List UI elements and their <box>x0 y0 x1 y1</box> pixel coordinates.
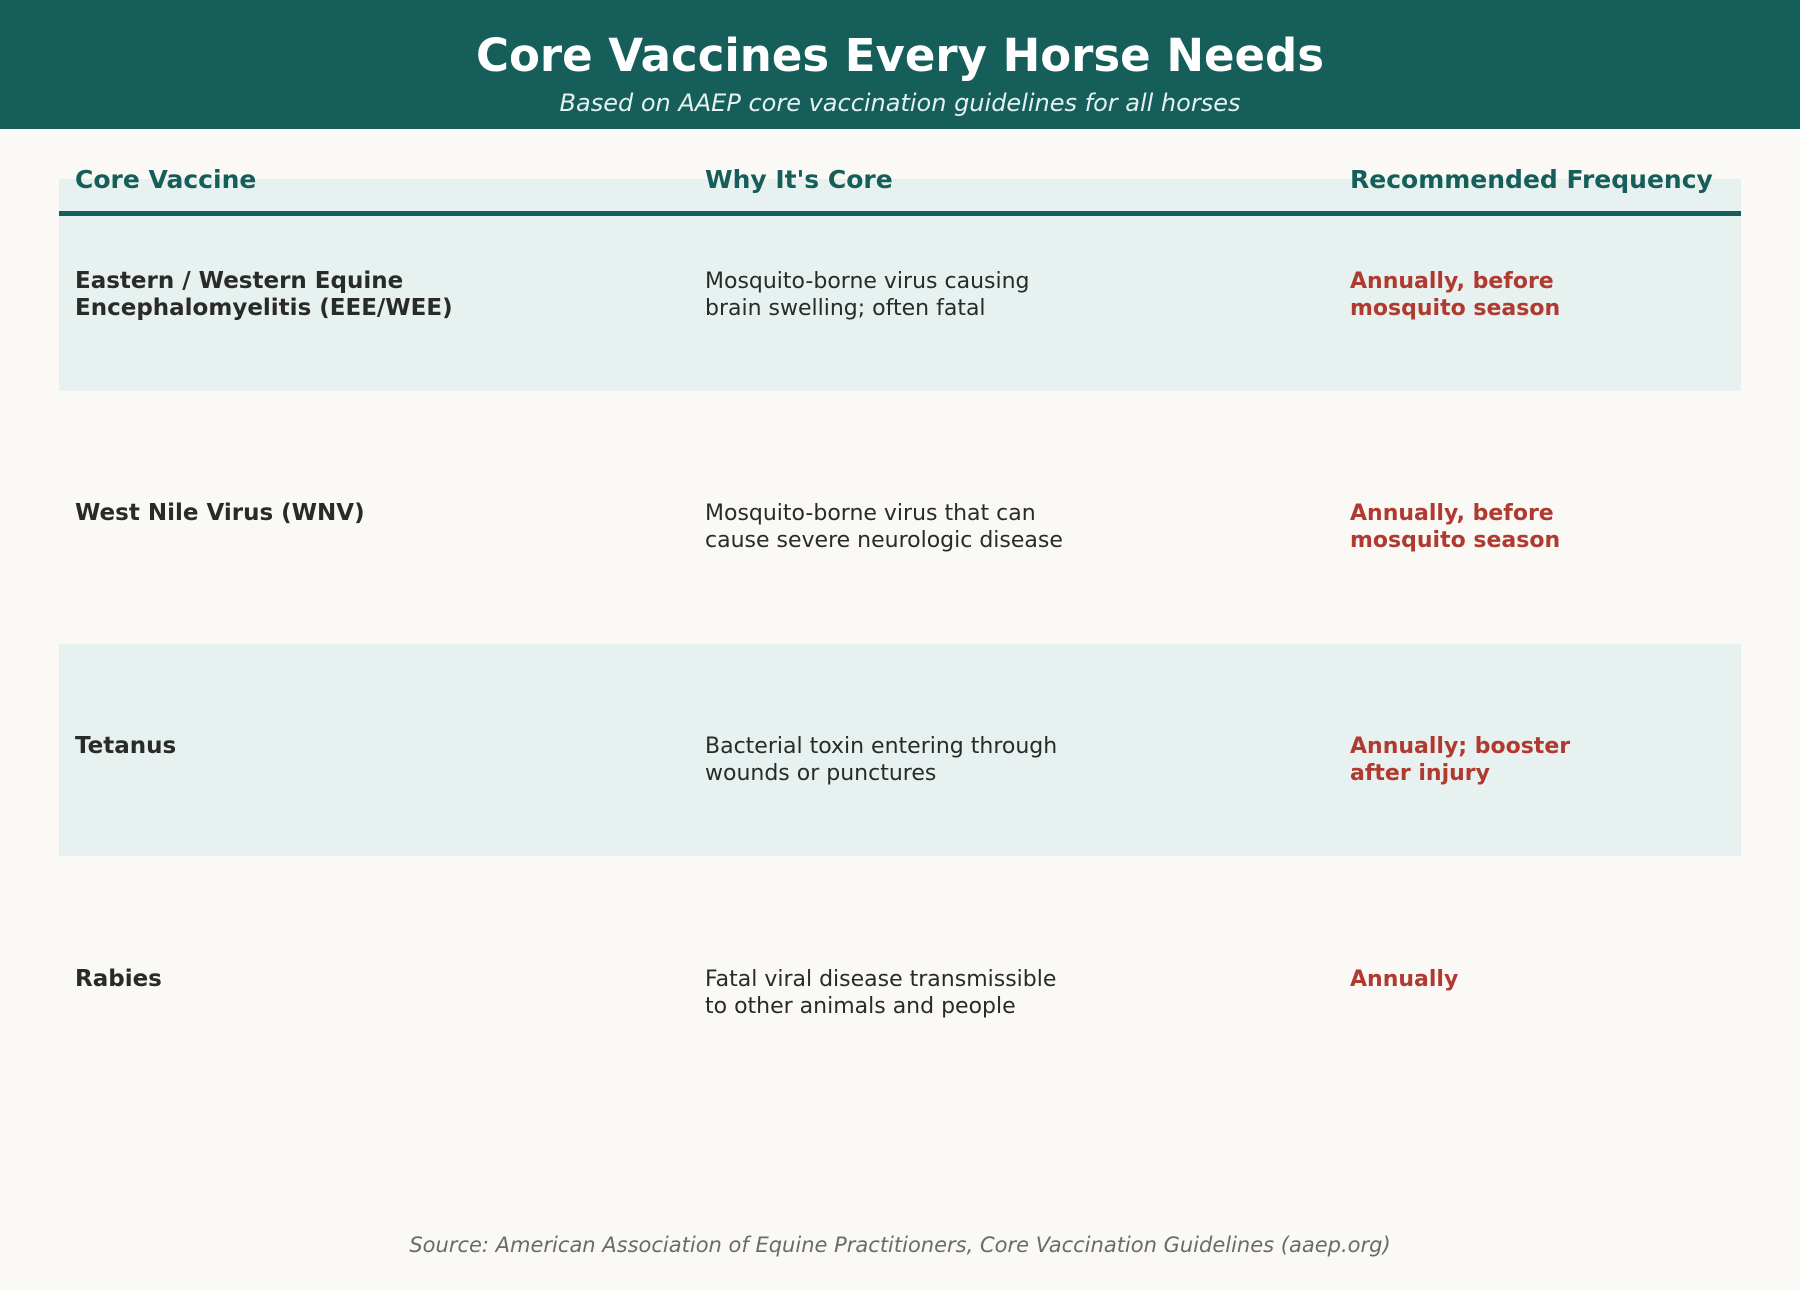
row-3-frequency: Annually; booster after injury <box>1350 734 1571 786</box>
column-header-frequency: Recommended Frequency <box>1350 165 1713 194</box>
row-1-frequency: Annually, before mosquito season <box>1350 269 1561 321</box>
header-banner <box>0 0 1800 129</box>
row-1-why: Mosquito-borne virus causing brain swelling; often fatal <box>705 269 1030 321</box>
row-2-vaccine: West Nile Virus (WNV) <box>75 500 365 526</box>
row-3-vaccine: Tetanus <box>75 733 177 759</box>
page-title: Core Vaccines Every Horse Needs <box>475 29 1325 82</box>
row-2-frequency: Annually, before mosquito season <box>1350 501 1561 553</box>
page-subtitle: Based on AAEP core vaccination guidelines for all horses <box>559 89 1241 117</box>
header-divider <box>59 211 1741 216</box>
row-2-why: Mosquito-borne virus that can cause severe neurologic disease <box>705 501 1063 553</box>
row-3-why: Bacterial toxin entering through wounds or punctures <box>705 734 1058 786</box>
row-4-vaccine: Rabies <box>75 966 162 992</box>
row-4-why: Fatal viral disease transmissible to other animals and people <box>705 967 1057 1019</box>
column-header-why: Why It's Core <box>705 165 893 194</box>
row-4-frequency: Annually <box>1350 967 1459 992</box>
row-1-vaccine: Eastern / Western Equine Encephalomyelitis (EEE/WEE) <box>75 268 453 321</box>
column-header-vaccine: Core Vaccine <box>75 165 257 194</box>
source-note: Source: American Association of Equine Practitioners, Core Vaccination Guidelines (aaep.org) <box>409 1233 1391 1257</box>
